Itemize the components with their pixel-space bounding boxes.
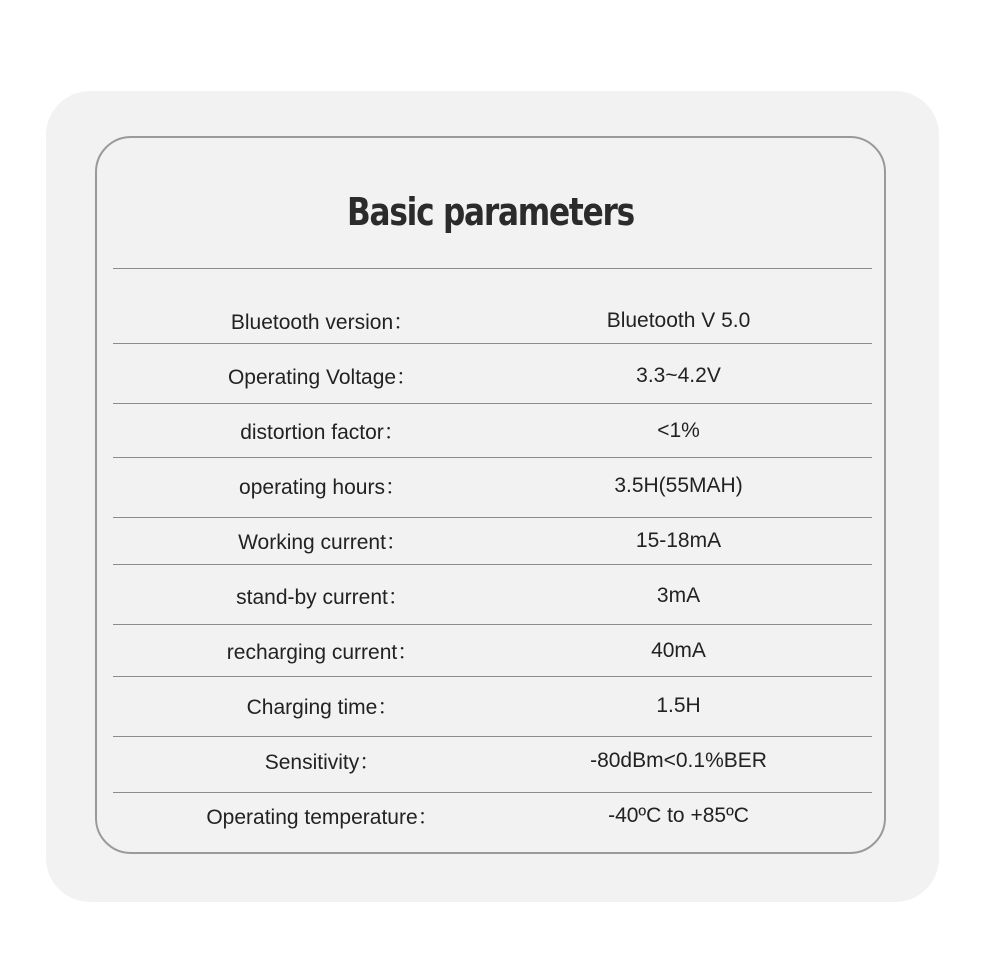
param-label-distortion-factor: distortion factor：	[240, 421, 405, 444]
title-divider	[113, 268, 872, 269]
param-label-standby-current: stand-by current：	[236, 586, 409, 609]
param-value-standby-current: 3mA	[656, 584, 701, 607]
row-divider	[113, 736, 872, 737]
param-value-recharging-current: 40mA	[651, 639, 706, 662]
param-label-operating-temperature: Operating temperature：	[206, 806, 439, 829]
param-label-operating-hours: operating hours：	[239, 476, 406, 499]
param-label-bluetooth-version: Bluetooth version：	[230, 311, 415, 334]
row-divider	[113, 564, 872, 565]
param-label-working-current: Working current：	[238, 531, 407, 554]
row-divider	[113, 676, 872, 677]
param-label-recharging-current: recharging current：	[226, 641, 419, 664]
param-value-distortion-factor: <1%	[657, 419, 700, 442]
row-divider	[113, 457, 872, 458]
param-value-sensitivity: -80dBm<0.1%BER	[590, 749, 767, 772]
param-value-working-current: 15-18mA	[635, 529, 722, 552]
row-divider	[113, 792, 872, 793]
row-divider	[113, 343, 872, 344]
row-divider	[113, 517, 872, 518]
param-value-charging-time: 1.5H	[656, 694, 701, 717]
row-divider	[113, 624, 872, 625]
param-label-charging-time: Charging time：	[246, 696, 399, 719]
page-title: Basic parameters	[347, 190, 634, 234]
row-divider	[113, 403, 872, 404]
param-value-operating-hours: 3.5H(55MAH)	[614, 474, 743, 497]
param-value-operating-temperature: -40ºC to +85ºC	[608, 804, 749, 827]
param-value-operating-voltage: 3.3~4.2V	[636, 364, 721, 387]
param-label-sensitivity: Sensitivity：	[264, 751, 381, 774]
param-value-bluetooth-version: Bluetooth V 5.0	[606, 309, 751, 332]
param-label-operating-voltage: Operating Voltage：	[227, 366, 418, 389]
